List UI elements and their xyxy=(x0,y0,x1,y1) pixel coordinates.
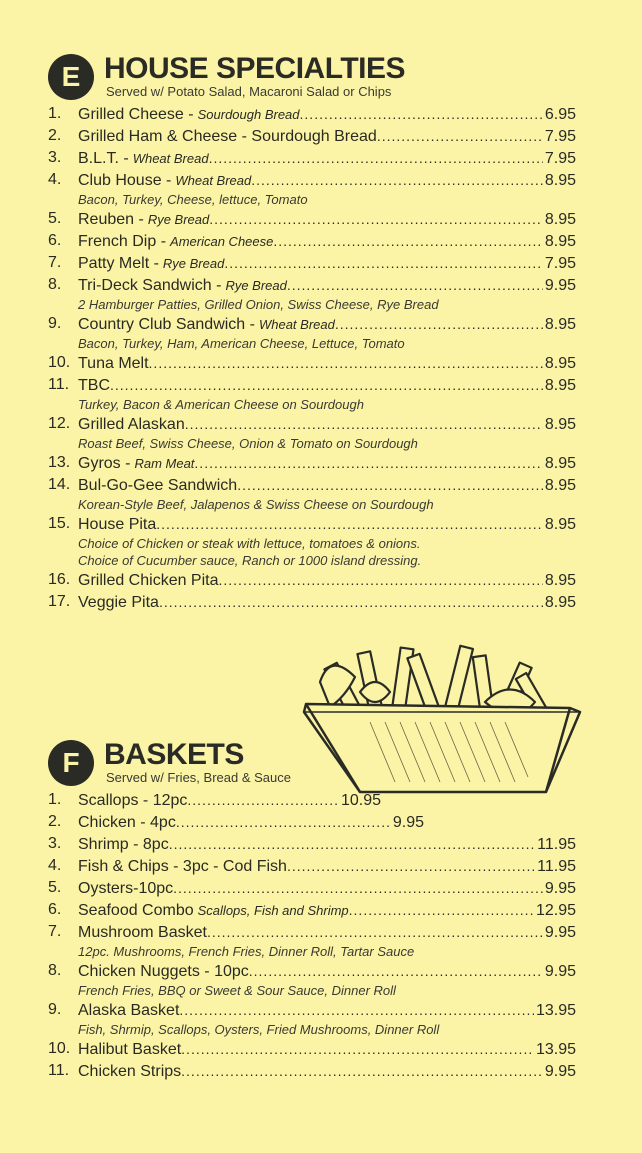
item-description: French Fries, BBQ or Sweet & Sour Sauce, Dinner Roll xyxy=(78,983,396,998)
item-name: Reuben - xyxy=(78,211,144,228)
menu-item-line xyxy=(48,789,576,811)
item-number: 9. xyxy=(48,1001,62,1018)
item-price: 9.95 xyxy=(544,880,576,897)
item-number: 11. xyxy=(48,1062,70,1079)
item-number: 1. xyxy=(48,791,62,808)
item-price: 9.95 xyxy=(544,277,576,294)
item-name: B.L.T. - xyxy=(78,150,129,167)
item-name: Gyros - xyxy=(78,455,131,472)
item-inline-note: Scallops, Fish and Shrimp xyxy=(197,903,349,918)
item-name: Club House - xyxy=(78,172,172,189)
item-name: Chicken Strips xyxy=(78,1063,182,1080)
dot-leader xyxy=(224,252,543,274)
menu-item xyxy=(48,591,576,613)
item-description: 2 Hamburger Patties, Grilled Onion, Swiss Cheese, Rye Bread xyxy=(78,297,439,312)
item-name: Tri-Deck Sandwich - xyxy=(78,277,222,294)
section-subtitle: Served w/ Potato Salad, Macaroni Salad or Chips xyxy=(106,84,392,99)
menu-item-line xyxy=(48,569,576,591)
item-name: French Dip - xyxy=(78,233,167,250)
section-badge-f: F xyxy=(48,740,94,786)
item-price: 13.95 xyxy=(535,1041,576,1058)
item-description: Bacon, Turkey, Ham, American Cheese, Lettuce, Tomato xyxy=(78,336,405,351)
menu-item xyxy=(48,208,576,230)
menu-item-line xyxy=(48,921,576,943)
item-number: 10. xyxy=(48,354,71,371)
dot-leader xyxy=(181,1060,543,1082)
item-number: 16. xyxy=(48,571,71,588)
item-inline-note: Rye Bread xyxy=(162,256,225,271)
item-number: 4. xyxy=(48,857,62,874)
menu-item-line xyxy=(48,147,576,169)
menu-item xyxy=(48,103,576,125)
dot-leader xyxy=(349,899,534,921)
house-specialties-header xyxy=(48,54,405,100)
menu-item xyxy=(48,999,576,1038)
item-name: Alaska Basket xyxy=(78,1002,180,1019)
item-number: 1. xyxy=(48,105,62,122)
item-number: 5. xyxy=(48,879,62,896)
dot-leader xyxy=(194,452,542,474)
menu-item xyxy=(48,374,576,413)
menu-item xyxy=(48,811,576,833)
item-price: 7.95 xyxy=(544,255,576,272)
menu-item xyxy=(48,313,576,352)
item-price: 8.95 xyxy=(544,233,576,250)
dot-leader xyxy=(110,374,543,396)
dot-leader xyxy=(176,811,391,833)
item-number: 6. xyxy=(48,901,62,918)
menu-item-line xyxy=(48,855,576,877)
item-number: 2. xyxy=(48,813,62,830)
dot-leader xyxy=(287,274,543,296)
menu-item xyxy=(48,452,576,474)
item-inline-note: Wheat Bread xyxy=(175,173,252,188)
menu-item-line xyxy=(48,877,576,899)
item-name: Tuna Melt xyxy=(78,355,149,372)
item-price: 8.95 xyxy=(544,355,576,372)
menu-item-line xyxy=(48,374,576,396)
item-name: House Pita xyxy=(78,516,157,533)
section-title: BASKETS xyxy=(104,738,244,771)
item-number: 15. xyxy=(48,515,71,532)
menu-item xyxy=(48,1038,576,1060)
item-number: 10. xyxy=(48,1040,71,1057)
menu-item-line xyxy=(48,169,576,191)
menu-item-line xyxy=(48,899,576,921)
item-price: 9.95 xyxy=(392,814,424,831)
item-price: 8.95 xyxy=(544,572,576,589)
item-number: 12. xyxy=(48,415,71,432)
item-description: Fish, Shrmip, Scallops, Oysters, Fried Mushrooms, Dinner Roll xyxy=(78,1022,440,1037)
dot-leader xyxy=(300,103,543,125)
dot-leader xyxy=(179,999,534,1021)
menu-item-line xyxy=(48,474,576,496)
item-name: Chicken - 4pc xyxy=(78,814,176,831)
menu-item xyxy=(48,352,576,374)
item-price: 8.95 xyxy=(544,516,576,533)
dot-leader xyxy=(185,413,543,435)
item-inline-note: Sourdough Bread xyxy=(197,107,300,122)
item-name: Veggie Pita xyxy=(78,594,159,611)
item-name: Grilled Ham & Cheese - Sourdough Bread xyxy=(78,128,377,145)
item-number: 5. xyxy=(48,210,62,227)
item-name: Country Club Sandwich - xyxy=(78,316,255,333)
menu-item xyxy=(48,833,576,855)
item-inline-note: Rye Bread xyxy=(147,212,210,227)
menu-item xyxy=(48,513,576,569)
item-name: Chicken Nuggets - 10pc xyxy=(78,963,249,980)
menu-item-line xyxy=(48,313,576,335)
item-inline-note: Ram Meat xyxy=(134,456,195,471)
menu-item xyxy=(48,413,576,452)
menu-item-line xyxy=(48,591,576,613)
dot-leader xyxy=(159,591,543,613)
menu-item-line xyxy=(48,208,576,230)
dot-leader xyxy=(209,208,543,230)
baskets-list xyxy=(48,789,576,1082)
menu-item-line xyxy=(48,1038,576,1060)
item-price: 8.95 xyxy=(544,377,576,394)
item-price: 8.95 xyxy=(544,594,576,611)
menu-item xyxy=(48,899,576,921)
item-name: Oysters-10pc xyxy=(78,880,174,897)
menu-item xyxy=(48,252,576,274)
item-description: Korean-Style Beef, Jalapenos & Swiss Cheese on Sourdough xyxy=(78,497,434,512)
section-title: HOUSE SPECIALTIES xyxy=(104,52,405,85)
baskets-header xyxy=(48,740,291,786)
item-number: 8. xyxy=(48,962,62,979)
dot-leader xyxy=(187,789,339,811)
dot-leader xyxy=(149,352,543,374)
item-number: 6. xyxy=(48,232,62,249)
menu-item xyxy=(48,877,576,899)
section-subtitle: Served w/ Fries, Bread & Sauce xyxy=(106,770,291,785)
item-inline-note: Wheat Bread xyxy=(132,151,209,166)
item-inline-note: Rye Bread xyxy=(225,278,287,293)
menu-item-line xyxy=(48,833,576,855)
menu-item xyxy=(48,1060,576,1082)
item-price: 7.95 xyxy=(544,128,576,145)
menu-item xyxy=(48,569,576,591)
dot-leader xyxy=(251,169,543,191)
item-number: 7. xyxy=(48,923,62,940)
item-inline-note: Wheat Bread xyxy=(258,317,335,332)
item-number: 13. xyxy=(48,454,71,471)
menu-item xyxy=(48,960,576,999)
item-price: 11.95 xyxy=(537,836,576,853)
item-description: Bacon, Turkey, Cheese, lettuce, Tomato xyxy=(78,192,308,207)
menu-item-line xyxy=(48,452,576,474)
item-number: 8. xyxy=(48,276,62,293)
menu-item-line xyxy=(48,811,576,833)
item-description: Turkey, Bacon & American Cheese on Sourdough xyxy=(78,397,364,412)
dot-leader xyxy=(377,125,543,147)
menu-item-line xyxy=(48,999,576,1021)
menu-item xyxy=(48,855,576,877)
item-number: 11. xyxy=(48,376,70,393)
menu-item-line xyxy=(48,274,576,296)
dot-leader xyxy=(287,855,535,877)
item-number: 4. xyxy=(48,171,62,188)
item-name: Bul-Go-Gee Sandwich xyxy=(78,477,238,494)
fries-basket-illustration xyxy=(300,642,584,802)
item-name: Halibut Basket xyxy=(78,1041,182,1058)
menu-item-line xyxy=(48,352,576,374)
dot-leader xyxy=(156,513,543,535)
item-price: 8.95 xyxy=(544,316,576,333)
dot-leader xyxy=(173,877,543,899)
section-badge-e: E xyxy=(48,54,94,100)
item-number: 17. xyxy=(48,593,71,610)
menu-item-line xyxy=(48,125,576,147)
item-price: 12.95 xyxy=(535,902,576,919)
menu-item-line xyxy=(48,413,576,435)
item-price: 8.95 xyxy=(544,211,576,228)
item-price: 9.95 xyxy=(544,1063,576,1080)
menu-item xyxy=(48,147,576,169)
item-name: Grilled Alaskan xyxy=(78,416,185,433)
item-price: 8.95 xyxy=(544,477,576,494)
item-name: Grilled Cheese - xyxy=(78,106,194,123)
dot-leader xyxy=(249,960,543,982)
menu-item-line xyxy=(48,252,576,274)
dot-leader xyxy=(181,1038,534,1060)
item-number: 14. xyxy=(48,476,71,493)
item-inline-note: American Cheese xyxy=(170,234,274,249)
dot-leader xyxy=(207,921,543,943)
item-name: TBC xyxy=(78,377,110,394)
dot-leader xyxy=(169,833,535,855)
item-name: Patty Melt - xyxy=(78,255,159,272)
dot-leader xyxy=(335,313,543,335)
item-number: 2. xyxy=(48,127,62,144)
menu-item-line xyxy=(48,103,576,125)
menu-item xyxy=(48,474,576,513)
menu-item xyxy=(48,921,576,960)
item-price: 11.95 xyxy=(537,858,576,875)
dot-leader xyxy=(209,147,543,169)
menu-item xyxy=(48,169,576,208)
item-name: Grilled Chicken Pita xyxy=(78,572,219,589)
item-price: 8.95 xyxy=(544,416,576,433)
item-number: 3. xyxy=(48,149,62,166)
item-number: 9. xyxy=(48,315,62,332)
item-number: 7. xyxy=(48,254,62,271)
house-specialties-list xyxy=(48,103,576,613)
item-name: Shrimp - 8pc xyxy=(78,836,169,853)
menu-item xyxy=(48,274,576,313)
menu-item-line xyxy=(48,1060,576,1082)
item-name: Scallops - 12pc xyxy=(78,792,188,809)
item-price: 9.95 xyxy=(544,924,576,941)
item-price: 10.95 xyxy=(340,792,381,809)
item-name: Seafood Combo xyxy=(78,902,194,919)
menu-item-line xyxy=(48,960,576,982)
item-number: 3. xyxy=(48,835,62,852)
dot-leader xyxy=(219,569,543,591)
item-description: 12pc. Mushrooms, French Fries, Dinner Roll, Tartar Sauce xyxy=(78,944,415,959)
menu-item-line xyxy=(48,513,576,535)
item-name: Fish & Chips - 3pc - Cod Fish xyxy=(78,858,287,875)
item-price: 8.95 xyxy=(544,455,576,472)
item-price: 7.95 xyxy=(544,150,576,167)
item-price: 13.95 xyxy=(535,1002,576,1019)
dot-leader xyxy=(237,474,543,496)
menu-item xyxy=(48,230,576,252)
item-description: Roast Beef, Swiss Cheese, Onion & Tomato on Sourdough xyxy=(78,436,418,451)
item-price: 6.95 xyxy=(544,106,576,123)
menu-item-line xyxy=(48,230,576,252)
menu-item xyxy=(48,125,576,147)
item-name: Mushroom Basket xyxy=(78,924,207,941)
menu-item xyxy=(48,789,576,811)
item-price: 8.95 xyxy=(544,172,576,189)
item-price: 9.95 xyxy=(544,963,576,980)
item-description: Choice of Cucumber sauce, Ranch or 1000 island dressing. xyxy=(78,553,422,568)
dot-leader xyxy=(273,230,543,252)
item-description: Choice of Chicken or steak with lettuce, tomatoes & onions. xyxy=(78,536,421,551)
